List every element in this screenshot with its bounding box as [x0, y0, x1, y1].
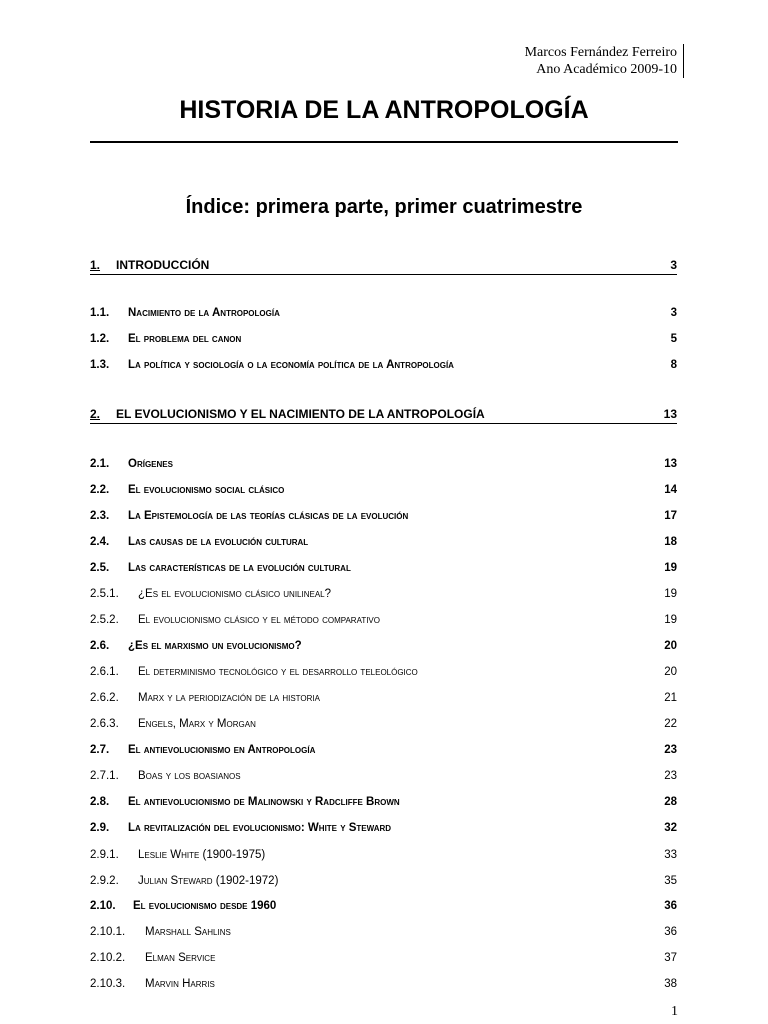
toc-entry-page: 19 — [664, 562, 677, 574]
toc-entry-number: 1.2. — [90, 333, 110, 345]
toc-entry-label: El antievolucionismo en Antropología — [128, 744, 316, 756]
toc-entry-number: 2.1. — [90, 458, 110, 470]
academic-year: Ano Académico 2009-10 — [536, 62, 677, 77]
toc-entry-page: 36 — [664, 926, 677, 938]
title-rule — [90, 141, 678, 143]
page-header — [525, 44, 684, 78]
toc-entry — [90, 662, 677, 682]
toc-entry-page: 19 — [664, 614, 677, 626]
index-heading: Índice: primera parte, primer cuatrimestre — [185, 196, 583, 218]
toc-entry-page: 21 — [664, 692, 677, 704]
toc-entry-number: 2.9. — [90, 822, 110, 834]
toc-entry — [90, 256, 677, 275]
toc-entry — [90, 329, 677, 349]
toc-entry-label: Leslie White (1900-1975) — [138, 849, 266, 861]
toc-entry-label: Nacimiento de la Antropología — [128, 307, 280, 319]
toc-entry-page: 23 — [664, 744, 677, 756]
document-title: HISTORIA DE LA ANTROPOLOGÍA — [179, 96, 589, 124]
toc-entry-number: 2.6.1. — [90, 666, 119, 678]
toc-entry-number: 2.9.2. — [90, 875, 119, 887]
toc-entry — [90, 688, 677, 708]
toc-entry — [90, 896, 677, 916]
toc-entry-number: 1.1. — [90, 307, 110, 319]
toc-entry-label: El evolucionismo social clásico — [128, 484, 285, 496]
toc-entry-page: 22 — [664, 718, 677, 730]
toc-entry-number: 1.3. — [90, 359, 110, 371]
toc-entry-page: 28 — [664, 796, 677, 808]
toc-entry-label: Orígenes — [128, 458, 173, 470]
toc-entry-page: 13 — [663, 407, 677, 421]
toc-entry — [90, 792, 677, 812]
toc-entry — [90, 948, 677, 968]
toc-entry-page: 14 — [664, 484, 677, 496]
toc-entry — [90, 922, 677, 942]
toc-entry-number: 2.6. — [90, 640, 110, 652]
toc-entry — [90, 636, 677, 656]
toc-entry-label: Las características de la evolución cultural — [128, 562, 351, 574]
toc-entry-number: 2.7.1. — [90, 770, 119, 782]
toc-entry-label: El determinismo tecnológico y el desarrollo teleológico — [138, 666, 418, 678]
toc-entry — [90, 714, 677, 734]
toc-entry-page: 5 — [670, 333, 677, 345]
toc-entry-label: La revitalización del evolucionismo: White y Steward — [128, 822, 392, 834]
toc-entry-number: 2.6.3. — [90, 718, 119, 730]
toc-entry — [90, 355, 677, 375]
toc-entry — [90, 584, 677, 604]
toc-entry-number: 2.10.3. — [90, 978, 126, 990]
toc-entry — [90, 818, 677, 838]
toc-entry-label: Marshall Sahlins — [145, 926, 231, 938]
toc-entry-label: ¿Es el evolucionismo clásico unilineal? — [138, 588, 332, 600]
toc-entry-page: 23 — [664, 770, 677, 782]
toc-entry-page: 19 — [664, 588, 677, 600]
toc-entry-number: 2. — [90, 407, 101, 421]
toc-entry-page: 8 — [670, 359, 677, 371]
toc-entry-label: EL EVOLUCIONISMO Y EL NACIMIENTO DE LA ANTROPOLOGÍA — [116, 407, 485, 421]
toc-entry-page: 13 — [664, 458, 677, 470]
toc-entry-page: 3 — [670, 307, 677, 319]
toc-entry-number: 1. — [90, 258, 101, 272]
toc-entry-label: El evolucionismo clásico y el método comparativo — [138, 614, 380, 626]
toc-entry-number: 2.5.1. — [90, 588, 119, 600]
page-number: 1 — [671, 1004, 678, 1019]
toc-entry-page: 38 — [664, 978, 677, 990]
toc-entry — [90, 303, 677, 323]
toc-entry — [90, 405, 677, 424]
toc-entry-label: El problema del canon — [128, 333, 242, 345]
toc-entry-page: 20 — [664, 666, 677, 678]
toc-entry-page: 3 — [670, 258, 677, 272]
toc-entry-number: 2.10.2. — [90, 952, 126, 964]
toc-entry-page: 32 — [664, 822, 677, 834]
toc-entry-page: 35 — [664, 875, 677, 887]
toc-entry-page: 33 — [664, 849, 677, 861]
toc-entry — [90, 974, 677, 994]
toc-entry-number: 2.2. — [90, 484, 110, 496]
toc-entry-number: 2.5. — [90, 562, 110, 574]
toc-entry-label: Marvin Harris — [145, 978, 215, 990]
toc-entry-label: Las causas de la evolución cultural — [128, 536, 309, 548]
toc-entry-label: El antievolucionismo de Malinowski y Radcliffe Brown — [128, 796, 400, 808]
toc-entry — [90, 871, 677, 891]
toc-entry-number: 2.8. — [90, 796, 110, 808]
toc-entry-label: Marx y la periodización de la historia — [138, 692, 320, 704]
toc-entry-label: INTRODUCCIÓN — [116, 258, 210, 272]
toc-entry — [90, 740, 677, 760]
toc-entry-label: ¿Es el marxismo un evolucionismo? — [128, 640, 302, 652]
toc-entry-number: 2.6.2. — [90, 692, 119, 704]
toc-entry-number: 2.4. — [90, 536, 110, 548]
toc-entry-number: 2.10.1. — [90, 926, 126, 938]
toc-entry-page: 18 — [664, 536, 677, 548]
toc-entry-label: La política y sociología o la economía política de la Antropología — [128, 359, 454, 371]
toc-entry — [90, 610, 677, 630]
toc-entry — [90, 766, 677, 786]
toc-entry-label: Boas y los boasianos — [138, 770, 241, 782]
author-name: Marcos Fernández Ferreiro — [524, 45, 677, 60]
toc-entry-label: Julian Steward (1902-1972) — [138, 875, 279, 887]
toc-entry-page: 17 — [664, 510, 677, 522]
toc-entry-page: 37 — [664, 952, 677, 964]
toc-entry — [90, 454, 677, 474]
toc-entry — [90, 532, 677, 552]
toc-entry-number: 2.10. — [90, 900, 116, 912]
toc-entry-label: Engels, Marx y Morgan — [138, 718, 256, 730]
toc-entry-number: 2.5.2. — [90, 614, 119, 626]
toc-entry-page: 20 — [664, 640, 677, 652]
toc-entry-label: La Epistemología de las teorías clásicas de la evolución — [128, 510, 409, 522]
toc-entry-number: 2.3. — [90, 510, 110, 522]
toc-entry-page: 36 — [664, 900, 677, 912]
toc-entry — [90, 480, 677, 500]
toc-entry-number: 2.7. — [90, 744, 110, 756]
toc-entry — [90, 506, 677, 526]
toc-entry — [90, 558, 677, 578]
toc-entry-label: El evolucionismo desde 1960 — [133, 900, 277, 912]
toc-entry-number: 2.9.1. — [90, 849, 119, 861]
toc-entry — [90, 845, 677, 865]
toc-entry-label: Elman Service — [145, 952, 216, 964]
